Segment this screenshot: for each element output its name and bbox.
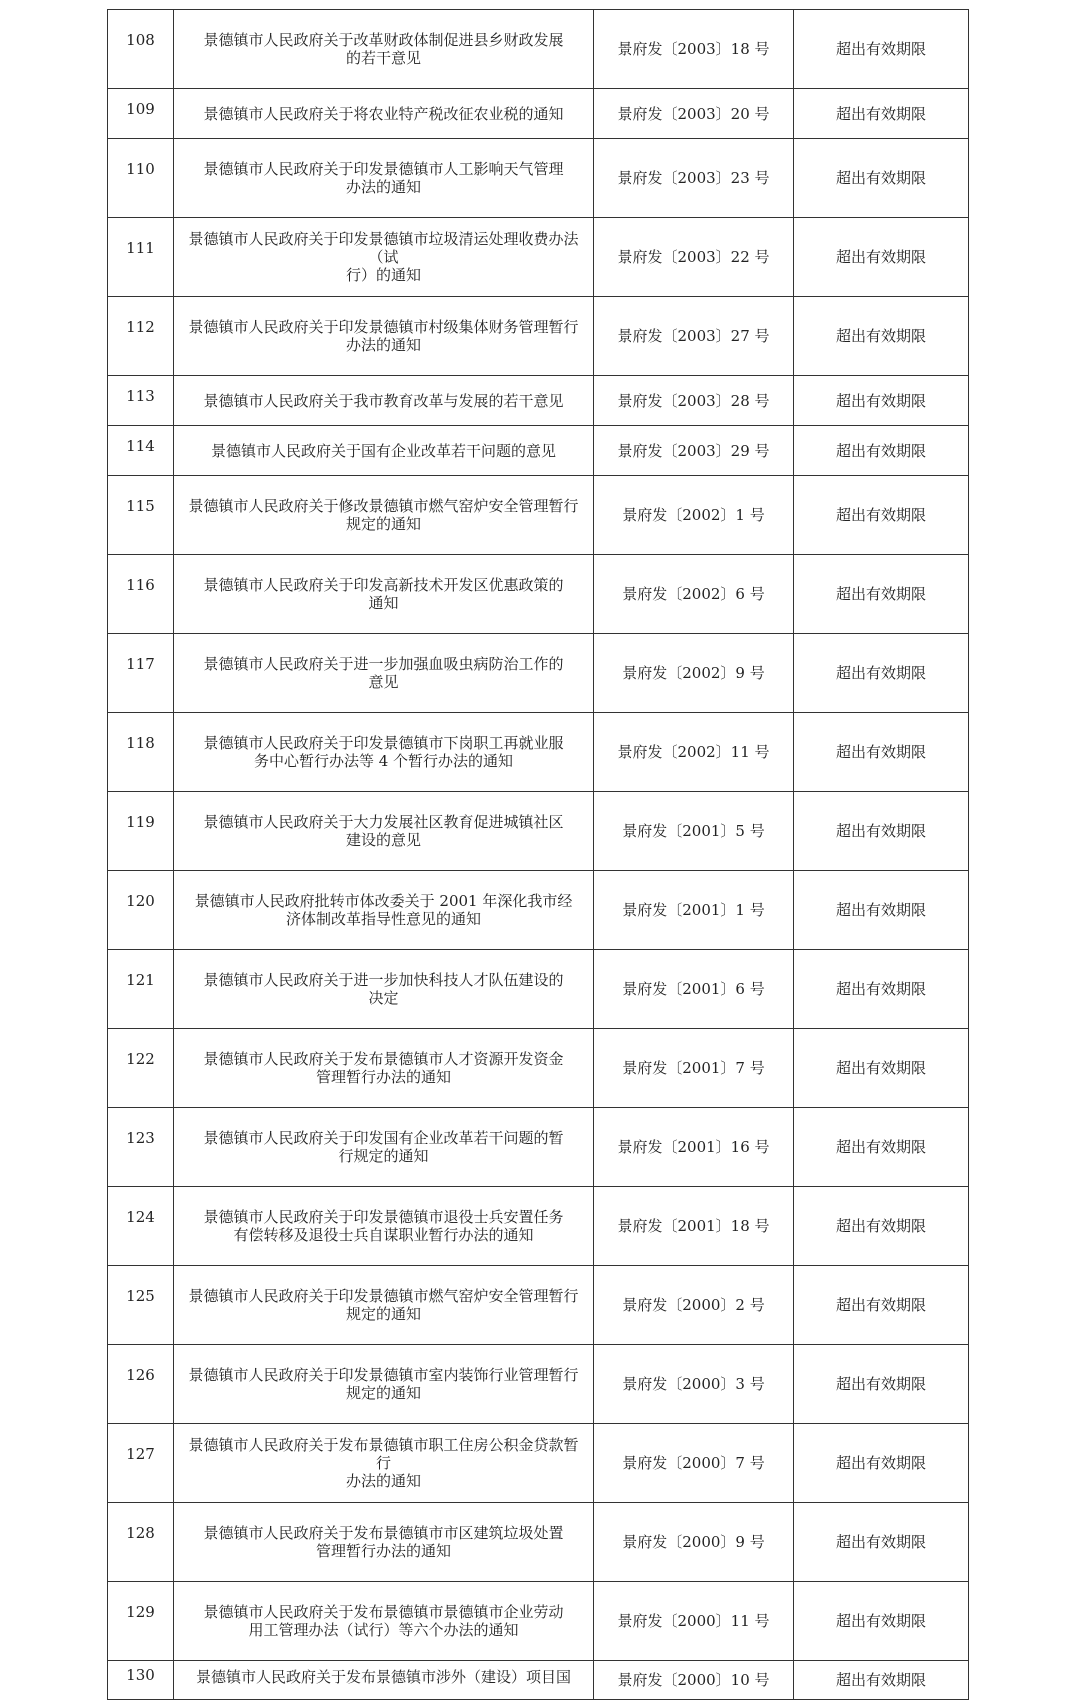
document-number: 景府发〔2002〕11 号: [594, 713, 794, 792]
document-table: [107, 9, 969, 1700]
table-row: [108, 1029, 969, 1108]
document-title-line: 建设的意见: [345, 831, 421, 849]
table-row: [108, 871, 969, 950]
validity-status: 超出有效期限: [794, 1661, 969, 1700]
validity-status: 超出有效期限: [794, 871, 969, 950]
document-title-line: 景德镇市人民政府批转市体改委关于 2001 年深化我市经: [194, 892, 573, 910]
validity-status: 超出有效期限: [794, 1187, 969, 1266]
row-number: 109: [108, 89, 174, 139]
table-row: [108, 1424, 969, 1503]
document-title: [174, 1424, 594, 1503]
document-title: [174, 871, 594, 950]
document-number: 景府发〔2001〕16 号: [594, 1108, 794, 1187]
row-number: 118: [108, 713, 174, 792]
document-number: 景府发〔2001〕18 号: [594, 1187, 794, 1266]
document-number: 景府发〔2000〕9 号: [594, 1503, 794, 1582]
document-title: [174, 297, 594, 376]
document-number: 景府发〔2003〕27 号: [594, 297, 794, 376]
row-number: 108: [108, 10, 174, 89]
document-title-line: 办法的通知: [345, 336, 421, 354]
table-row: [108, 634, 969, 713]
validity-status: 超出有效期限: [794, 139, 969, 218]
document-number: 景府发〔2003〕18 号: [594, 10, 794, 89]
document-title-line: 景德镇市人民政府关于进一步加强血吸虫病防治工作的: [203, 655, 564, 673]
row-number: 123: [108, 1108, 174, 1187]
validity-status: 超出有效期限: [794, 792, 969, 871]
document-number: 景府发〔2001〕6 号: [594, 950, 794, 1029]
document-title-line: 景德镇市人民政府关于印发景德镇市人工影响天气管理: [203, 160, 564, 178]
document-title: [174, 1503, 594, 1582]
document-title-line: 行）的通知: [345, 266, 421, 284]
document-number: 景府发〔2000〕11 号: [594, 1582, 794, 1661]
row-number: 117: [108, 634, 174, 713]
row-number: 127: [108, 1424, 174, 1503]
table-row: [108, 1345, 969, 1424]
document-title: [174, 376, 594, 426]
row-number: 129: [108, 1582, 174, 1661]
document-title: [174, 1108, 594, 1187]
row-number: 110: [108, 139, 174, 218]
row-number: 130: [108, 1661, 174, 1700]
validity-status: 超出有效期限: [794, 950, 969, 1029]
table-row: [108, 10, 969, 89]
table-row: [108, 713, 969, 792]
row-number: 120: [108, 871, 174, 950]
document-title-line: 有偿转移及退役士兵自谋职业暂行办法的通知: [233, 1226, 534, 1244]
document-title: [174, 218, 594, 297]
table-row: [108, 1187, 969, 1266]
document-number: 景府发〔2003〕20 号: [594, 89, 794, 139]
document-title-line: 景德镇市人民政府关于发布景德镇市职工住房公积金贷款暂行: [188, 1436, 579, 1472]
document-title-line: 景德镇市人民政府关于印发景德镇市燃气窑炉安全管理暂行: [188, 1287, 579, 1305]
document-title-line: 规定的通知: [345, 515, 421, 533]
document-title: [174, 792, 594, 871]
validity-status: 超出有效期限: [794, 1108, 969, 1187]
table-row: [108, 139, 969, 218]
document-title-line: 景德镇市人民政府关于发布景德镇市景德镇市企业劳动: [203, 1603, 564, 1621]
document-title: [174, 1345, 594, 1424]
table-row: [108, 1266, 969, 1345]
document-title-line: 景德镇市人民政府关于印发国有企业改革若干问题的暂: [203, 1129, 564, 1147]
table-row: [108, 792, 969, 871]
row-number: 125: [108, 1266, 174, 1345]
document-title-line: 通知: [368, 594, 399, 612]
document-title: [174, 555, 594, 634]
document-title-line: 景德镇市人民政府关于发布景德镇市人才资源开发资金: [203, 1050, 564, 1068]
document-title-line: 用工管理办法（试行）等六个办法的通知: [248, 1621, 519, 1639]
validity-status: 超出有效期限: [794, 555, 969, 634]
validity-status: 超出有效期限: [794, 1503, 969, 1582]
table-row: [108, 89, 969, 139]
validity-status: 超出有效期限: [794, 10, 969, 89]
table-row: [108, 218, 969, 297]
document-number: 景府发〔2000〕7 号: [594, 1424, 794, 1503]
table-row: [108, 1661, 969, 1700]
validity-status: 超出有效期限: [794, 1345, 969, 1424]
document-number: 景府发〔2001〕7 号: [594, 1029, 794, 1108]
document-title: [174, 1187, 594, 1266]
table-row: [108, 950, 969, 1029]
document-title-line: 景德镇市人民政府关于我市教育改革与发展的若干意见: [203, 391, 564, 410]
document-number: 景府发〔2002〕1 号: [594, 476, 794, 555]
document-title-line: 景德镇市人民政府关于印发景德镇市下岗职工再就业服: [203, 734, 564, 752]
validity-status: 超出有效期限: [794, 476, 969, 555]
document-number: 景府发〔2003〕29 号: [594, 426, 794, 476]
row-number: 122: [108, 1029, 174, 1108]
table-row: [108, 297, 969, 376]
document-title-line: 规定的通知: [345, 1384, 421, 1402]
validity-status: 超出有效期限: [794, 1029, 969, 1108]
document-title-line: 决定: [368, 989, 399, 1007]
row-number: 115: [108, 476, 174, 555]
table-body: [108, 10, 969, 1700]
document-title: [174, 1661, 594, 1700]
document-title-line: 景德镇市人民政府关于发布景德镇市涉外（建设）项目国: [195, 1668, 571, 1686]
document-title-line: 景德镇市人民政府关于印发景德镇市村级集体财务管理暂行: [188, 318, 579, 336]
table-row: [108, 1582, 969, 1661]
table-row: [108, 476, 969, 555]
document-title-line: 办法的通知: [345, 1472, 421, 1490]
document-title: [174, 426, 594, 476]
document-title-line: 管理暂行办法的通知: [315, 1068, 451, 1086]
validity-status: 超出有效期限: [794, 713, 969, 792]
document-title-line: 意见: [368, 673, 399, 691]
document-title-line: 景德镇市人民政府关于国有企业改革若干问题的意见: [210, 441, 556, 460]
document-title-line: 景德镇市人民政府关于印发景德镇市室内装饰行业管理暂行: [188, 1366, 579, 1384]
document-title: [174, 476, 594, 555]
row-number: 111: [108, 218, 174, 297]
document-title-line: 景德镇市人民政府关于印发高新技术开发区优惠政策的: [203, 576, 564, 594]
validity-status: 超出有效期限: [794, 426, 969, 476]
document-title-line: 管理暂行办法的通知: [315, 1542, 451, 1560]
row-number: 113: [108, 376, 174, 426]
row-number: 128: [108, 1503, 174, 1582]
document-title-line: 景德镇市人民政府关于印发景德镇市垃圾清运处理收费办法（试: [188, 230, 579, 266]
table-row: [108, 555, 969, 634]
document-title-line: 景德镇市人民政府关于将农业特产税改征农业税的通知: [203, 104, 564, 123]
document-title-line: 景德镇市人民政府关于印发景德镇市退役士兵安置任务: [203, 1208, 564, 1226]
validity-status: 超出有效期限: [794, 634, 969, 713]
row-number: 126: [108, 1345, 174, 1424]
document-title: [174, 950, 594, 1029]
document-title: [174, 634, 594, 713]
document-title-line: 景德镇市人民政府关于发布景德镇市市区建筑垃圾处置: [203, 1524, 564, 1542]
document-number: 景府发〔2003〕23 号: [594, 139, 794, 218]
validity-status: 超出有效期限: [794, 1582, 969, 1661]
document-number: 景府发〔2001〕5 号: [594, 792, 794, 871]
document-title: [174, 89, 594, 139]
table-row: [108, 1108, 969, 1187]
document-number: 景府发〔2001〕1 号: [594, 871, 794, 950]
validity-status: 超出有效期限: [794, 89, 969, 139]
document-number: 景府发〔2002〕9 号: [594, 634, 794, 713]
validity-status: 超出有效期限: [794, 218, 969, 297]
document-title: [174, 139, 594, 218]
table-row: [108, 1503, 969, 1582]
document-number: 景府发〔2003〕28 号: [594, 376, 794, 426]
table-row: [108, 426, 969, 476]
row-number: 112: [108, 297, 174, 376]
document-title-line: 规定的通知: [345, 1305, 421, 1323]
document-title: [174, 10, 594, 89]
document-title-line: 的若干意见: [345, 49, 421, 67]
document-title-line: 务中心暂行办法等 4 个暂行办法的通知: [253, 752, 514, 770]
document-title-line: 办法的通知: [345, 178, 421, 196]
document-title-line: 景德镇市人民政府关于修改景德镇市燃气窑炉安全管理暂行: [188, 497, 579, 515]
row-number: 124: [108, 1187, 174, 1266]
document-title-line: 行规定的通知: [338, 1147, 429, 1165]
document-number: 景府发〔2003〕22 号: [594, 218, 794, 297]
document-title: [174, 1266, 594, 1345]
row-number: 119: [108, 792, 174, 871]
document-number: 景府发〔2002〕6 号: [594, 555, 794, 634]
document-number: 景府发〔2000〕3 号: [594, 1345, 794, 1424]
document-title-line: 济体制改革指导性意见的通知: [285, 910, 481, 928]
table-row: [108, 376, 969, 426]
document-title-line: 景德镇市人民政府关于改革财政体制促进县乡财政发展: [203, 31, 564, 49]
row-number: 121: [108, 950, 174, 1029]
document-number: 景府发〔2000〕2 号: [594, 1266, 794, 1345]
document-title: [174, 713, 594, 792]
document-title: [174, 1582, 594, 1661]
document-title-line: 景德镇市人民政府关于进一步加快科技人才队伍建设的: [203, 971, 564, 989]
row-number: 116: [108, 555, 174, 634]
validity-status: 超出有效期限: [794, 1266, 969, 1345]
validity-status: 超出有效期限: [794, 376, 969, 426]
validity-status: 超出有效期限: [794, 1424, 969, 1503]
document-number: 景府发〔2000〕10 号: [594, 1661, 794, 1700]
document-title-line: 景德镇市人民政府关于大力发展社区教育促进城镇社区: [203, 813, 564, 831]
row-number: 114: [108, 426, 174, 476]
validity-status: 超出有效期限: [794, 297, 969, 376]
document-title: [174, 1029, 594, 1108]
